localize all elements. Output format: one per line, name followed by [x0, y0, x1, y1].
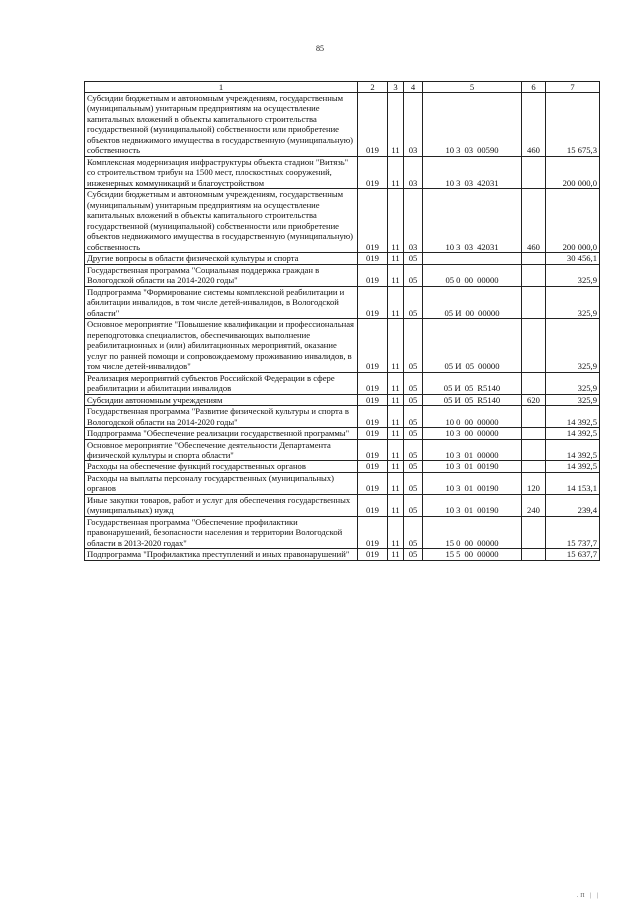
target-article-part: 10 0	[445, 416, 461, 427]
section-code-cell: 11	[388, 428, 404, 439]
target-article-cell	[423, 394, 522, 405]
section-code-cell: 11	[388, 516, 404, 548]
expense-type-cell	[522, 428, 546, 439]
target-article-part: 10 3	[445, 241, 461, 252]
target-article-cell	[423, 156, 522, 188]
subsection-code-cell: 03	[404, 93, 423, 157]
section-code-cell: 11	[388, 286, 404, 318]
target-article-part: 15 5	[445, 549, 461, 560]
amount-cell: 14 392,5	[546, 439, 600, 461]
subsection-code-cell: 05	[404, 406, 423, 428]
amount-cell: 14 392,5	[546, 461, 600, 472]
target-article-part: 10 3	[445, 177, 461, 188]
row-name-cell: Субсидии бюджетным и автономным учреждениям, государственным (муниципальным) унитарным предприятиям на осуществление капитальных вложений в объекты капитального строительства государственной (муниципальной) собственности или приобретение объектов недвижимого имущества в государственную (муниципальную) собственность	[85, 93, 358, 157]
target-article-part: 10 3	[445, 449, 461, 460]
target-article-part: 03	[464, 177, 474, 188]
column-header: 2	[358, 82, 388, 93]
target-article-part: 05	[464, 394, 474, 405]
target-article-cell	[423, 93, 522, 157]
target-article-part: 00000	[478, 361, 500, 372]
target-article-cell	[423, 516, 522, 548]
expense-type-cell: 120	[522, 472, 546, 494]
amount-cell: 325,9	[546, 394, 600, 405]
subsection-code-cell: 05	[404, 516, 423, 548]
target-article-part: 05 И	[444, 361, 462, 372]
subsection-code-cell: 05	[404, 494, 423, 516]
table-row	[85, 428, 600, 439]
target-article-part: 00000	[477, 549, 499, 560]
section-code-cell: 11	[388, 372, 404, 394]
footer-mark: .П | |	[576, 893, 600, 899]
ministry-code-cell: 019	[358, 494, 388, 516]
section-code-cell: 11	[388, 494, 404, 516]
section-code-cell: 11	[388, 439, 404, 461]
table-row	[85, 286, 600, 318]
ministry-code-cell: 019	[358, 286, 388, 318]
table-row	[85, 494, 600, 516]
subsection-code-cell: 05	[404, 286, 423, 318]
target-article-cell	[423, 461, 522, 472]
column-header: 7	[546, 82, 600, 93]
ministry-code-cell: 019	[358, 189, 388, 253]
target-article-cell	[423, 286, 522, 318]
section-code-cell: 11	[388, 156, 404, 188]
target-article-cell	[423, 472, 522, 494]
table-row	[85, 253, 600, 264]
table-row	[85, 156, 600, 188]
table-header-row	[85, 82, 600, 93]
target-article-part: R5140	[477, 383, 501, 394]
amount-cell: 15 637,7	[546, 549, 600, 560]
target-article-part: 00000	[477, 537, 499, 548]
target-article-cell	[423, 549, 522, 560]
target-article-part: 10 3	[445, 145, 461, 156]
table-row	[85, 472, 600, 494]
target-article-cell	[423, 253, 522, 264]
subsection-code-cell: 05	[404, 428, 423, 439]
table-row	[85, 264, 600, 286]
amount-cell: 14 153,1	[546, 472, 600, 494]
section-code-cell: 11	[388, 549, 404, 560]
row-name-cell: Подпрограмма "Обеспечение реализации государственной программы"	[85, 428, 358, 439]
subsection-code-cell: 03	[404, 189, 423, 253]
target-article-part: 00	[464, 537, 474, 548]
ministry-code-cell: 019	[358, 264, 388, 286]
target-article-part: R5140	[477, 394, 501, 405]
section-code-cell: 11	[388, 472, 404, 494]
target-article-cell	[423, 406, 522, 428]
ministry-code-cell: 019	[358, 394, 388, 405]
column-header: 5	[423, 82, 522, 93]
row-name-cell: Основное мероприятие "Обеспечение деятельности Департамента физической культуры и спорта области"	[85, 439, 358, 461]
subsection-code-cell: 05	[404, 461, 423, 472]
target-article-part: 10 3	[445, 428, 461, 439]
row-name-cell: Подпрограмма "Формирование системы комплексной реабилитации и абилитации инвалидов, в том числе детей-инвалидов, в Вологодской области"	[85, 286, 358, 318]
subsection-code-cell: 05	[404, 549, 423, 560]
row-name-cell: Государственная программа "Социальная поддержка граждан в Вологодской области на 2014-2020 годы"	[85, 264, 358, 286]
target-article-part: 05	[464, 383, 474, 394]
column-header: 3	[388, 82, 404, 93]
section-code-cell: 11	[388, 253, 404, 264]
table-row	[85, 189, 600, 253]
expense-type-cell	[522, 156, 546, 188]
amount-cell: 14 392,5	[546, 428, 600, 439]
column-header: 4	[404, 82, 423, 93]
table-row	[85, 93, 600, 157]
target-article-part: 00190	[477, 483, 499, 494]
table-row	[85, 319, 600, 372]
column-header: 1	[85, 82, 358, 93]
section-code-cell: 11	[388, 319, 404, 372]
target-article-part: 00190	[477, 505, 499, 516]
amount-cell: 325,9	[546, 319, 600, 372]
section-code-cell: 11	[388, 394, 404, 405]
expense-type-cell	[522, 516, 546, 548]
ministry-code-cell: 019	[358, 516, 388, 548]
expense-type-cell: 240	[522, 494, 546, 516]
amount-cell: 325,9	[546, 286, 600, 318]
section-code-cell: 11	[388, 406, 404, 428]
row-name-cell: Основное мероприятие "Повышение квалификации и профессиональная переподготовка специалистов, обеспечивающих выполнение реабилитационных и (или) абилитационных мероприятий, оказание услуг по ранней помощи и сопровождаемому проживанию инвалидов, в том числе детей-инвалидов"	[85, 319, 358, 372]
table-row	[85, 394, 600, 405]
subsection-code-cell: 05	[404, 264, 423, 286]
expense-type-cell	[522, 406, 546, 428]
table-row	[85, 439, 600, 461]
row-name-cell: Государственная программа "Обеспечение профилактики правонарушений, безопасности населения и территории Вологодской области в 2013-2020 годах"	[85, 516, 358, 548]
page-number: 85	[316, 44, 324, 53]
target-article-part: 00	[464, 549, 474, 560]
table-row	[85, 461, 600, 472]
target-article-part: 03	[464, 145, 474, 156]
target-article-cell	[423, 319, 522, 372]
subsection-code-cell: 05	[404, 439, 423, 461]
section-code-cell: 11	[388, 189, 404, 253]
subsection-code-cell: 03	[404, 156, 423, 188]
target-article-cell	[423, 189, 522, 253]
target-article-part: 42031	[477, 177, 499, 188]
subsection-code-cell: 05	[404, 372, 423, 394]
target-article-part: 00	[464, 416, 474, 427]
target-article-part: 00000	[477, 449, 499, 460]
row-name-cell: Комплексная модернизация инфраструктуры объекта стадион "Витязь" со строительством трибун на 1500 мест, плоскостных сооружений, инженерных коммуникаций и благоустройством	[85, 156, 358, 188]
target-article-cell	[423, 264, 522, 286]
amount-cell: 325,9	[546, 372, 600, 394]
target-article-part: 05 И	[444, 307, 462, 318]
expense-type-cell	[522, 253, 546, 264]
subsection-code-cell: 05	[404, 472, 423, 494]
subsection-code-cell: 05	[404, 394, 423, 405]
target-article-cell	[423, 494, 522, 516]
ministry-code-cell: 019	[358, 93, 388, 157]
expense-type-cell	[522, 439, 546, 461]
row-name-cell: Субсидии бюджетным и автономным учреждениям, государственным (муниципальным) унитарным предприятиям на осуществление капитальных вложений в объекты капитального строительства государственной (муниципальной) собственности или приобретение объектов недвижимого имущества в государственную (муниципальную) собственность	[85, 189, 358, 253]
row-name-cell: Иные закупки товаров, работ и услуг для обеспечения государственных (муниципальных) нужд	[85, 494, 358, 516]
ministry-code-cell: 019	[358, 406, 388, 428]
target-article-part: 00190	[477, 461, 499, 472]
row-name-cell: Расходы на обеспечение функций государственных органов	[85, 461, 358, 472]
row-name-cell: Подпрограмма "Профилактика преступлений и иных правонарушений"	[85, 549, 358, 560]
target-article-part: 00000	[477, 428, 499, 439]
amount-cell: 30 456,1	[546, 253, 600, 264]
target-article-cell	[423, 428, 522, 439]
expense-type-cell	[522, 372, 546, 394]
table-row	[85, 549, 600, 560]
target-article-part: 00000	[477, 416, 499, 427]
row-name-cell: Другие вопросы в области физической культуры и спорта	[85, 253, 358, 264]
ministry-code-cell: 019	[358, 372, 388, 394]
target-article-part: 10 3	[445, 483, 461, 494]
target-article-part: 05 0	[445, 275, 461, 286]
table-row	[85, 406, 600, 428]
target-article-part: 00000	[478, 307, 500, 318]
amount-cell: 200 000,0	[546, 156, 600, 188]
target-article-part: 00590	[477, 145, 499, 156]
target-article-part: 01	[464, 449, 474, 460]
table-row	[85, 516, 600, 548]
target-article-part: 03	[464, 241, 474, 252]
target-article-part: 42031	[477, 241, 499, 252]
expense-type-cell	[522, 286, 546, 318]
column-header: 6	[522, 82, 546, 93]
row-name-cell: Государственная программа "Развитие физической культуры и спорта в Вологодской области на 2014-2020 годы"	[85, 406, 358, 428]
ministry-code-cell: 019	[358, 319, 388, 372]
ministry-code-cell: 019	[358, 156, 388, 188]
expense-type-cell: 620	[522, 394, 546, 405]
section-code-cell: 11	[388, 461, 404, 472]
expense-type-cell	[522, 319, 546, 372]
amount-cell: 15 675,3	[546, 93, 600, 157]
table-row	[85, 372, 600, 394]
target-article-part: 00	[464, 428, 474, 439]
target-article-part: 10 3	[445, 505, 461, 516]
expense-type-cell	[522, 264, 546, 286]
amount-cell: 200 000,0	[546, 189, 600, 253]
ministry-code-cell: 019	[358, 461, 388, 472]
ministry-code-cell: 019	[358, 549, 388, 560]
expense-type-cell: 460	[522, 189, 546, 253]
target-article-part: 15 0	[445, 537, 461, 548]
target-article-part: 01	[464, 461, 474, 472]
row-name-cell: Реализация мероприятий субъектов Российской Федерации в сфере реабилитации и абилитации инвалидов	[85, 372, 358, 394]
amount-cell: 15 737,7	[546, 516, 600, 548]
expense-type-cell	[522, 549, 546, 560]
amount-cell: 14 392,5	[546, 406, 600, 428]
target-article-part: 05	[465, 361, 475, 372]
target-article-cell	[423, 372, 522, 394]
target-article-part: 05 И	[443, 383, 461, 394]
target-article-part: 01	[464, 505, 474, 516]
amount-cell: 325,9	[546, 264, 600, 286]
ministry-code-cell: 019	[358, 439, 388, 461]
ministry-code-cell: 019	[358, 253, 388, 264]
amount-cell: 239,4	[546, 494, 600, 516]
subsection-code-cell: 05	[404, 253, 423, 264]
target-article-part: 05 И	[443, 394, 461, 405]
subsection-code-cell: 05	[404, 319, 423, 372]
target-article-part: 00	[464, 275, 474, 286]
row-name-cell: Расходы на выплаты персоналу государственных (муниципальных) органов	[85, 472, 358, 494]
target-article-part: 00000	[477, 275, 499, 286]
expense-type-cell: 460	[522, 93, 546, 157]
ministry-code-cell: 019	[358, 472, 388, 494]
budget-table	[84, 81, 600, 561]
expense-type-cell	[522, 461, 546, 472]
target-article-part: 00	[465, 307, 475, 318]
target-article-part: 01	[464, 483, 474, 494]
section-code-cell: 11	[388, 264, 404, 286]
section-code-cell: 11	[388, 93, 404, 157]
ministry-code-cell: 019	[358, 428, 388, 439]
row-name-cell: Субсидии автономным учреждениям	[85, 394, 358, 405]
target-article-part: 10 3	[445, 461, 461, 472]
target-article-cell	[423, 439, 522, 461]
